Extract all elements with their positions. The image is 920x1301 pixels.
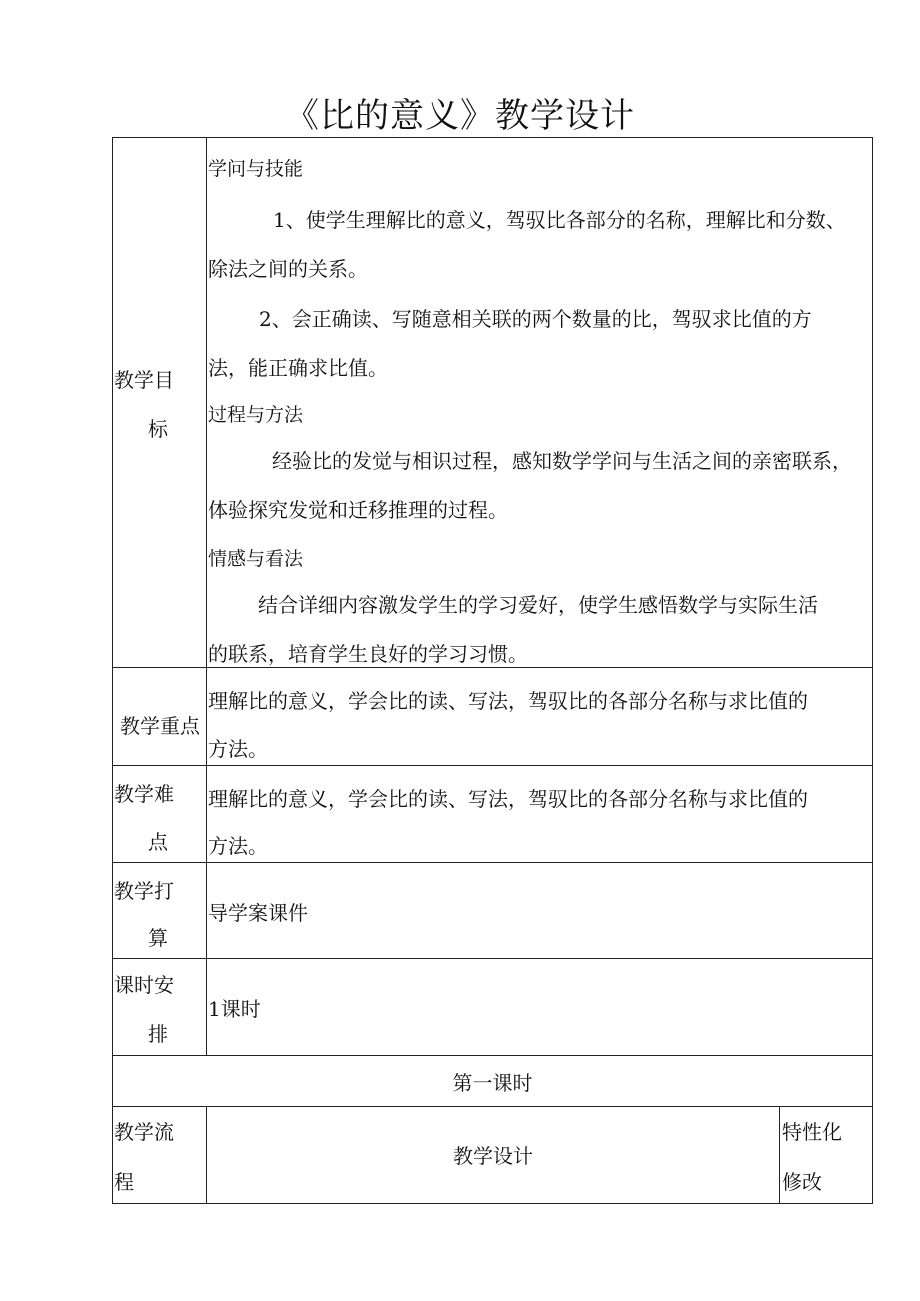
difficult-label-line2: 点: [148, 830, 168, 854]
process-col3-line2: 修改: [782, 1170, 822, 1194]
col-border-left: [112, 137, 113, 1204]
col-border-label-upper: [206, 137, 207, 1055]
col-border-right: [872, 137, 873, 1204]
col-border-remarks: [779, 1106, 780, 1203]
difficult-line2: 方法。: [208, 834, 268, 858]
preparation-value: 导学案课件: [208, 901, 308, 925]
row-border-keypoints: [112, 765, 873, 766]
objective-point2-line1: 2、会正确读、写随意相关联的两个数量的比，驾驭求比值的方: [259, 307, 812, 331]
emotion-line1: 结合详细内容激发学生的学习爱好，使学生感悟数学与实际生活: [258, 593, 818, 617]
keypoints-line1: 理解比的意义，学会比的读、写法，驾驭比的各部分名称与求比值的: [208, 689, 808, 713]
lesson-heading: 第一课时: [452, 1071, 533, 1095]
row-border-bottom: [112, 1203, 873, 1204]
row-border-preparation: [112, 958, 873, 959]
objectives-label-line1: 教学目: [114, 368, 174, 392]
emotion-heading: 情感与看法: [208, 548, 304, 570]
row-border-schedule: [112, 1055, 873, 1056]
row-border-objectives: [112, 667, 873, 668]
objectives-label-line2: 标: [148, 417, 168, 441]
row-border-top: [112, 137, 873, 138]
keypoints-line2: 方法。: [208, 737, 268, 761]
process-heading: 过程与方法: [208, 404, 304, 426]
difficult-label-line1: 教学难: [114, 782, 174, 806]
schedule-label-line1: 课时安: [114, 973, 174, 997]
knowledge-heading: 学问与技能: [208, 158, 304, 180]
process-col3-line1: 特性化: [782, 1120, 842, 1144]
emotion-line2: 的联系，培育学生良好的学习习惯。: [208, 642, 528, 666]
process-line1: 经验比的发觉与相识过程，感知数学学问与生活之间的亲密联系，: [272, 449, 852, 473]
process-line2: 体验探究发觉和迁移推理的过程。: [208, 498, 508, 522]
difficult-line1: 理解比的意义，学会比的读、写法，驾驭比的各部分名称与求比值的: [208, 787, 808, 811]
schedule-label-line2: 排: [148, 1022, 168, 1046]
preparation-label-line2: 算: [148, 926, 168, 950]
process-col1-line2: 程: [114, 1170, 134, 1194]
schedule-value: 1课时: [208, 997, 261, 1021]
objective-point1-line2: 除法之间的关系。: [208, 257, 368, 281]
process-col2-header: 教学设计: [453, 1144, 533, 1168]
process-col1-line1: 教学流: [114, 1120, 174, 1144]
objective-point1-line1: 1、使学生理解比的意义，驾驭比各部分的名称，理解比和分数、: [273, 208, 846, 232]
objective-point2-line2: 法，能正确求比值。: [208, 356, 388, 380]
document-title: 《比的意义》教学设计: [285, 96, 635, 136]
preparation-label-line1: 教学打: [114, 879, 174, 903]
row-border-difficult: [112, 862, 873, 863]
lesson-plan-table: [112, 137, 873, 1204]
keypoints-label: 教学重点: [120, 714, 200, 738]
row-border-lesson: [112, 1106, 873, 1107]
